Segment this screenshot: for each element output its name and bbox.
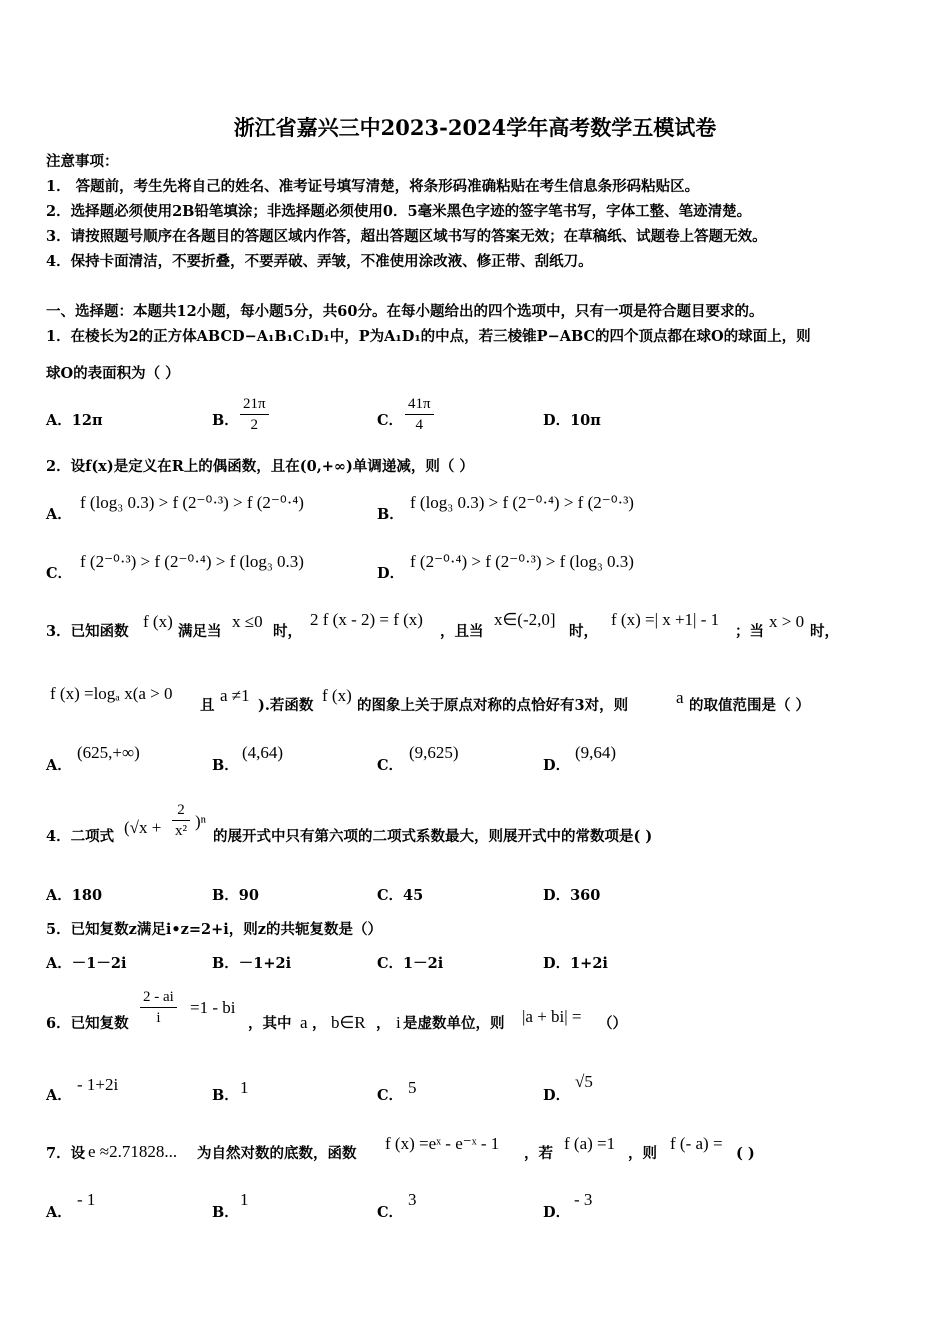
option-label: C． (46, 565, 73, 582)
option-label: A． (46, 955, 72, 972)
q3-math: f (x) (143, 612, 173, 631)
q2-option-d: f (2⁻⁰·⁴) > f (2⁻⁰·³) > f (log₃ 0.3) (410, 552, 634, 571)
q3-math: f (x) =| x +1| - 1 (611, 610, 720, 629)
q7-text: ，则 (628, 1145, 657, 1162)
q3-math: 2 f (x - 2) = f (x) (310, 610, 423, 629)
q3-math: x > 0 (769, 612, 805, 631)
option-label: C． (377, 757, 404, 774)
option-label: B． (212, 1204, 239, 1221)
option-label: D． (543, 757, 571, 774)
numerator: 2 - ai (140, 987, 177, 1008)
q1-stem-cont: 球O的表面积为（ ） (46, 365, 180, 382)
q3-option-a: (625,+∞) (77, 743, 140, 762)
numerator: 2 (172, 800, 190, 821)
section-heading: 一、选择题：本题共12小题，每小题5分，共60分。在每小题给出的四个选项中，只有一项是符合题目要求的。 (46, 303, 764, 320)
option-label: A． (46, 757, 72, 774)
q3-text: 且 (200, 697, 215, 714)
page-title: 浙江省嘉兴三中2023-2024学年高考数学五模试卷 (233, 115, 717, 140)
option-value: 1+2i (570, 955, 608, 972)
option-label: A． (46, 1204, 72, 1221)
q3-text: 满足当 (178, 623, 222, 640)
q3-math: a (676, 688, 684, 707)
q4-expr-right: )ⁿ (195, 812, 207, 831)
q6-math: a (300, 1013, 308, 1032)
q6-text: ，其中 (248, 1015, 292, 1032)
q7-math: f (a) =1 (564, 1134, 616, 1153)
option-label: B． (212, 955, 239, 972)
q3-text: 3．已知函数 (46, 623, 129, 640)
q4-option-a (46, 887, 102, 905)
option-label: B． (212, 757, 239, 774)
option-label: C． (377, 887, 404, 904)
denominator: i (156, 1010, 161, 1026)
option-label: B． (212, 887, 239, 904)
q6-option-b: 1 (240, 1078, 249, 1097)
q3-option-b: (4,64) (242, 743, 284, 762)
option-label: B． (212, 412, 239, 429)
q5-option-b (212, 955, 291, 973)
q3-option-d: (9,64) (575, 743, 617, 762)
q6-option-a: - 1+2i (77, 1075, 119, 1094)
option-label: C． (377, 1204, 404, 1221)
option-label: D． (543, 412, 571, 429)
option-label: A． (46, 412, 72, 429)
q6-text: 是虚数单位，则 (403, 1015, 505, 1032)
option-value: 12π (71, 412, 103, 429)
notice-item: 2．选择题必须使用2B铅笔填涂；非选择题必须使用0．5毫米黑色字迹的签字笔书写，字体工整、笔迹清楚。 (46, 203, 752, 220)
option-label: C． (377, 412, 404, 429)
q3-text: 的图象上关于原点对称的点恰好有3对，则 (357, 697, 629, 714)
option-label: C． (377, 1087, 404, 1104)
q5-option-d (543, 955, 608, 973)
q7-math: f (x) =eˣ - e⁻ˣ - 1 (385, 1134, 500, 1153)
numerator: 21π (240, 394, 269, 415)
q3-option-c: (9,625) (409, 743, 459, 762)
q5-option-a (46, 955, 126, 973)
q1-stem: 1．在棱长为2的正方体ABCD−A₁B₁C₁D₁中，P为A₁D₁的中点，若三棱锥P−ABC的四个顶点都在球O的球面上，则 (46, 328, 811, 345)
option-label: A． (46, 506, 72, 523)
option-value: 90 (238, 887, 259, 904)
q7-option-b: 1 (240, 1190, 249, 1209)
q3-math: f (x) =logₐ x(a > 0 (50, 684, 173, 703)
q6-math: i (396, 1013, 401, 1032)
option-label: B． (377, 506, 404, 523)
option-value: 180 (71, 887, 103, 904)
denominator: 2 (250, 417, 259, 433)
q1-option-b-fraction (240, 394, 269, 435)
q6-text: ， (376, 1015, 391, 1032)
q6-text: ， (312, 1015, 327, 1032)
q4-option-b (212, 887, 259, 905)
option-label: D． (543, 1087, 571, 1104)
q4-option-d (543, 887, 600, 905)
q5-stem: 5．已知复数z满足i•z=2+i，则z的共轭复数是（） (46, 921, 382, 938)
denominator: 4 (415, 417, 424, 433)
notice-heading: 注意事项： (46, 153, 119, 170)
q7-option-d: - 3 (574, 1190, 593, 1209)
q3-text: 时， (810, 623, 839, 640)
q7-text: 为自然对数的底数，函数 (197, 1145, 357, 1162)
q3-text: ).若函数 (258, 697, 314, 714)
q7-text: 7．设 (46, 1145, 86, 1162)
option-value: 360 (570, 887, 601, 904)
q2-option-b: f (log₃ 0.3) > f (2⁻⁰·⁴) > f (2⁻⁰·³) (410, 493, 634, 512)
q1-option-c-fraction (405, 394, 434, 435)
notice-item: 4．保持卡面清洁，不要折叠，不要弄破、弄皱，不准使用涂改液、修正带、刮纸刀。 (46, 253, 593, 270)
q6-text: （） (598, 1015, 627, 1032)
q6-option-d: √5 (575, 1072, 593, 1091)
q3-text: ，且当 (440, 623, 484, 640)
q5-option-c (377, 955, 443, 973)
q4-option-c (377, 887, 423, 905)
q3-text: 的取值范围是（ ） (689, 697, 811, 714)
q3-text: 时， (569, 623, 598, 640)
q4-expr-left: (√x + (124, 818, 162, 837)
q1-option-d (543, 412, 601, 430)
q6-math: b∈R (331, 1013, 366, 1032)
q7-text: ，若 (524, 1145, 553, 1162)
q3-text: ；当 (735, 623, 764, 640)
q2-option-a: f (log₃ 0.3) > f (2⁻⁰·³) > f (2⁻⁰·⁴) (80, 493, 304, 512)
notice-item: 1． 答题前，考生先将自己的姓名、准考证号填写清楚，将条形码准确粘贴在考生信息条形码粘贴区。 (46, 178, 700, 195)
option-label: C． (377, 955, 404, 972)
q3-math: f (x) (322, 686, 352, 705)
notice-item: 3．请按照题号顺序在各题目的答题区域内作答，超出答题区域书写的答案无效；在草稿纸、试题卷上答题无效。 (46, 228, 767, 245)
q7-text: ( ) (736, 1145, 755, 1162)
option-value: －1－2i (71, 955, 127, 972)
option-label: D． (543, 1204, 571, 1221)
option-value: 1－2i (403, 955, 444, 972)
q6-fraction (140, 987, 177, 1028)
q3-math: x∈(-2,0] (494, 610, 556, 629)
option-label: D． (543, 887, 571, 904)
option-label: A． (46, 887, 72, 904)
q3-text: 时， (273, 623, 302, 640)
q6-option-c: 5 (408, 1078, 417, 1097)
q2-stem: 2．设f(x)是定义在R上的偶函数，且在(0,+∞)单调递减，则（ ） (46, 458, 474, 475)
q4-text: 4．二项式 (46, 828, 115, 845)
q7-option-c: 3 (408, 1190, 417, 1209)
q7-math: e ≈2.71828... (88, 1142, 178, 1161)
q4-expr-fraction (172, 800, 190, 841)
q2-option-c: f (2⁻⁰·³) > f (2⁻⁰·⁴) > f (log₃ 0.3) (80, 552, 304, 571)
option-label: A． (46, 1087, 72, 1104)
denominator: x² (175, 823, 187, 839)
q4-text: 的展开式中只有第六项的二项式系数最大，则展开式中的常数项是( ) (213, 828, 653, 845)
numerator: 41π (405, 394, 434, 415)
q3-math: x ≤0 (232, 612, 263, 631)
q6-text: 6．已知复数 (46, 1015, 129, 1032)
q6-math: =1 - bi (190, 998, 236, 1017)
option-label: B． (212, 1087, 239, 1104)
q6-math: |a + bi| = (522, 1007, 582, 1026)
option-value: －1+2i (238, 955, 292, 972)
option-label: D． (377, 565, 405, 582)
q7-math: f (- a) = (670, 1134, 723, 1153)
q3-math: a ≠1 (220, 686, 250, 705)
option-value: 45 (403, 887, 424, 904)
q7-option-a: - 1 (77, 1190, 96, 1209)
option-label: D． (543, 955, 571, 972)
option-value: 10π (570, 412, 601, 429)
q1-option-a (46, 412, 103, 430)
